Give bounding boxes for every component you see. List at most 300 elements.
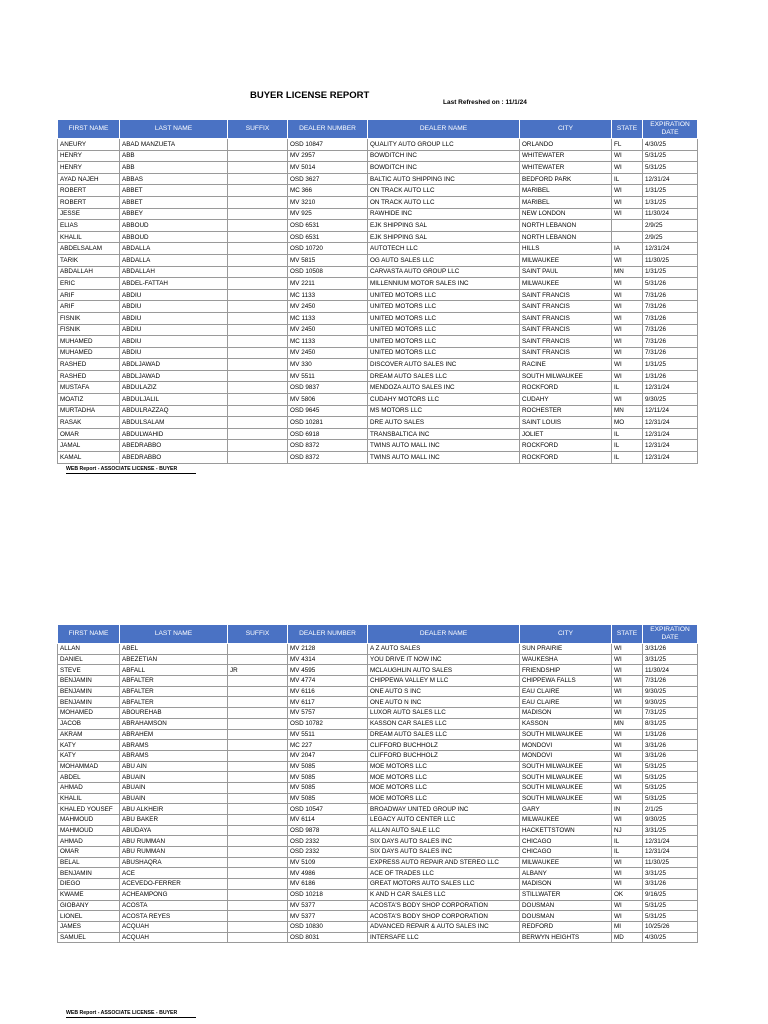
table-row [58, 440, 698, 452]
column-header-suffix: SUFFIX [228, 120, 288, 139]
cell-dealer-name: DRE AUTO SALES [368, 417, 520, 429]
cell-dealer-name: TRANSBALTICA INC [368, 428, 520, 440]
cell-dealer-number: MV 5377 [288, 900, 368, 911]
cell-first-name: FISNIK [58, 312, 120, 324]
table-row [58, 220, 698, 232]
cell-suffix [228, 382, 288, 394]
cell-last-name: ABBOUD [120, 231, 228, 243]
cell-city: SAINT FRANCIS [520, 324, 612, 336]
cell-city: ROCHESTER [520, 405, 612, 417]
cell-suffix [228, 336, 288, 348]
cell-last-name: ABB [120, 162, 228, 174]
cell-expiration-date: 11/30/24 [643, 208, 698, 220]
cell-suffix [228, 196, 288, 208]
cell-city: ALBANY [520, 868, 612, 879]
table-row [58, 185, 698, 197]
buyer-license-table-2 [57, 624, 698, 943]
cell-dealer-name: CLIFFORD BUCHHOLZ [368, 740, 520, 751]
cell-first-name: STEVE [58, 665, 120, 676]
cell-dealer-number: MV 5511 [288, 729, 368, 740]
cell-first-name: HENRY [58, 150, 120, 162]
cell-state: FL [612, 139, 643, 151]
cell-first-name: BELAL [58, 857, 120, 868]
cell-expiration-date: 1/31/25 [643, 196, 698, 208]
cell-dealer-name: ACE OF TRADES LLC [368, 868, 520, 879]
cell-first-name: MAHMOUD [58, 825, 120, 836]
cell-expiration-date: 7/31/26 [643, 676, 698, 687]
cell-state: IL [612, 382, 643, 394]
cell-expiration-date: 3/31/26 [643, 879, 698, 890]
cell-city: MILWAUKEE [520, 857, 612, 868]
table-row [58, 793, 698, 804]
cell-first-name: ALLAN [58, 644, 120, 655]
cell-city: RACINE [520, 359, 612, 371]
cell-expiration-date: 12/31/24 [643, 428, 698, 440]
table-row [58, 452, 698, 464]
cell-city: SOUTH MILWAUKEE [520, 793, 612, 804]
cell-state: WI [612, 654, 643, 665]
cell-last-name: ABBEY [120, 208, 228, 220]
cell-city: DOUSMAN [520, 911, 612, 922]
cell-expiration-date: 7/31/26 [643, 336, 698, 348]
cell-city: SOUTH MILWAUKEE [520, 782, 612, 793]
cell-city: MADISON [520, 879, 612, 890]
cell-last-name: ABRAHAMSON [120, 718, 228, 729]
cell-city: MILWAUKEE [520, 815, 612, 826]
cell-suffix [228, 359, 288, 371]
cell-expiration-date: 9/16/25 [643, 889, 698, 900]
cell-dealer-name: MCLAUGHLIN AUTO SALES [368, 665, 520, 676]
table-row [58, 847, 698, 858]
table-row [58, 750, 698, 761]
last-refreshed-text: Last Refreshed on : 11/1/24 [443, 99, 527, 106]
cell-dealer-name: EXPRESS AUTO REPAIR AND STEREO LLC [368, 857, 520, 868]
cell-first-name: KHALIL [58, 793, 120, 804]
table-row [58, 729, 698, 740]
cell-first-name: GIOBANY [58, 900, 120, 911]
cell-suffix [228, 815, 288, 826]
cell-state: WI [612, 911, 643, 922]
cell-dealer-name: EJK SHIPPING SAL [368, 220, 520, 232]
cell-dealer-name: UNITED MOTORS LLC [368, 347, 520, 359]
table-row [58, 417, 698, 429]
cell-expiration-date: 7/31/26 [643, 312, 698, 324]
cell-suffix [228, 312, 288, 324]
cell-first-name: MUSTAFA [58, 382, 120, 394]
cell-first-name: BENJAMIN [58, 686, 120, 697]
cell-first-name: RASHED [58, 370, 120, 382]
cell-state: WI [612, 324, 643, 336]
cell-expiration-date: 3/31/25 [643, 868, 698, 879]
cell-dealer-number: MV 2450 [288, 301, 368, 313]
table-row [58, 405, 698, 417]
cell-suffix [228, 440, 288, 452]
table-row [58, 139, 698, 151]
cell-expiration-date: 3/31/26 [643, 644, 698, 655]
cell-dealer-number: MV 5806 [288, 394, 368, 406]
cell-state: WI [612, 697, 643, 708]
cell-city: SAINT FRANCIS [520, 347, 612, 359]
cell-expiration-date: 12/31/24 [643, 417, 698, 429]
cell-last-name: ABU AIN [120, 761, 228, 772]
cell-city: SAINT FRANCIS [520, 289, 612, 301]
cell-last-name: ABU ALKHEIR [120, 804, 228, 815]
cell-suffix [228, 697, 288, 708]
cell-state: WI [612, 150, 643, 162]
cell-dealer-number: MV 5085 [288, 761, 368, 772]
cell-last-name: ABDLJAWAD [120, 359, 228, 371]
cell-dealer-number: MV 4314 [288, 654, 368, 665]
cell-last-name: ACOSTA REYES [120, 911, 228, 922]
cell-state: WI [612, 278, 643, 290]
cell-city: BERWYN HEIGHTS [520, 932, 612, 943]
column-header-expiration-date: EXPIRATION DATE [643, 625, 698, 644]
cell-last-name: ABDALLA [120, 254, 228, 266]
cell-last-name: ABEDRABBO [120, 440, 228, 452]
cell-city: HILLS [520, 243, 612, 255]
cell-expiration-date: 12/31/24 [643, 440, 698, 452]
cell-first-name: AHMAD [58, 782, 120, 793]
table-row [58, 254, 698, 266]
cell-expiration-date: 12/31/24 [643, 847, 698, 858]
cell-dealer-name: YOU DRIVE IT NOW INC [368, 654, 520, 665]
cell-city: SAINT LOUIS [520, 417, 612, 429]
cell-state: MN [612, 718, 643, 729]
cell-dealer-number: OSD 10830 [288, 921, 368, 932]
cell-first-name: RASAK [58, 417, 120, 429]
table-row [58, 312, 698, 324]
cell-suffix [228, 740, 288, 751]
cell-first-name: HENRY [58, 162, 120, 174]
cell-first-name: AKRAM [58, 729, 120, 740]
cell-expiration-date: 5/31/25 [643, 900, 698, 911]
cell-suffix [228, 804, 288, 815]
table-row [58, 324, 698, 336]
cell-city: SAINT PAUL [520, 266, 612, 278]
table-row [58, 804, 698, 815]
column-header-suffix: SUFFIX [228, 625, 288, 644]
cell-dealer-number: OSD 6918 [288, 428, 368, 440]
cell-state: WI [612, 676, 643, 687]
cell-last-name: ABU RUMMAN [120, 836, 228, 847]
cell-expiration-date: 5/31/25 [643, 150, 698, 162]
cell-last-name: ABUAIN [120, 772, 228, 783]
cell-city: SOUTH MILWAUKEE [520, 370, 612, 382]
cell-last-name: ABRAHEM [120, 729, 228, 740]
cell-expiration-date: 12/11/24 [643, 405, 698, 417]
cell-city: CHIPPEWA FALLS [520, 676, 612, 687]
cell-last-name: ACOSTA [120, 900, 228, 911]
cell-dealer-number: OSD 10782 [288, 718, 368, 729]
cell-first-name: BENJAMIN [58, 868, 120, 879]
cell-city: FRIENDSHIP [520, 665, 612, 676]
cell-expiration-date: 7/31/26 [643, 289, 698, 301]
cell-dealer-name: MOE MOTORS LLC [368, 772, 520, 783]
cell-suffix [228, 868, 288, 879]
cell-expiration-date: 7/31/26 [643, 324, 698, 336]
cell-suffix [228, 301, 288, 313]
buyer-license-table-1 [57, 119, 698, 464]
cell-suffix [228, 718, 288, 729]
cell-dealer-number: MC 1133 [288, 336, 368, 348]
cell-state: IA [612, 243, 643, 255]
column-header-first-name: FIRST NAME [58, 625, 120, 644]
cell-suffix [228, 921, 288, 932]
cell-suffix [228, 394, 288, 406]
cell-city: MONDOVI [520, 750, 612, 761]
cell-last-name: ACQUAH [120, 932, 228, 943]
cell-dealer-name: ACOSTA'S BODY SHOP CORPORATION [368, 911, 520, 922]
cell-dealer-name: UNITED MOTORS LLC [368, 289, 520, 301]
cell-city: SOUTH MILWAUKEE [520, 729, 612, 740]
cell-first-name: OMAR [58, 847, 120, 858]
cell-dealer-number: MV 5511 [288, 370, 368, 382]
cell-first-name: ELIAS [58, 220, 120, 232]
cell-first-name: KWAME [58, 889, 120, 900]
cell-state: WI [612, 793, 643, 804]
table-row [58, 676, 698, 687]
cell-expiration-date: 1/31/25 [643, 185, 698, 197]
column-header-dealer-name: DEALER NAME [368, 120, 520, 139]
cell-last-name: ABDALLAH [120, 266, 228, 278]
cell-suffix [228, 185, 288, 197]
cell-dealer-name: LUXOR AUTO SALES LLC [368, 708, 520, 719]
cell-suffix: JR [228, 665, 288, 676]
cell-dealer-number: MV 5757 [288, 708, 368, 719]
cell-state: IL [612, 847, 643, 858]
cell-city: NORTH LEBANON [520, 231, 612, 243]
cell-expiration-date: 5/31/25 [643, 772, 698, 783]
cell-last-name: ABBET [120, 196, 228, 208]
cell-dealer-number: MV 2047 [288, 750, 368, 761]
cell-dealer-number: OSD 10847 [288, 139, 368, 151]
cell-city: GARY [520, 804, 612, 815]
cell-state: WI [612, 394, 643, 406]
cell-state: WI [612, 162, 643, 174]
cell-state: MO [612, 417, 643, 429]
cell-state: WI [612, 644, 643, 655]
table-row [58, 825, 698, 836]
cell-dealer-number: MC 227 [288, 740, 368, 751]
cell-first-name: DIEGO [58, 879, 120, 890]
cell-dealer-name: MILLENNIUM MOTOR SALES INC [368, 278, 520, 290]
table-body [58, 139, 698, 464]
cell-last-name: ABDALLA [120, 243, 228, 255]
cell-city: JOLIET [520, 428, 612, 440]
cell-city: ROCKFORD [520, 440, 612, 452]
cell-first-name: MOATIZ [58, 394, 120, 406]
cell-state: WI [612, 761, 643, 772]
cell-dealer-name: AUTOTECH LLC [368, 243, 520, 255]
cell-dealer-number: MV 2128 [288, 644, 368, 655]
cell-city: HACKETTSTOWN [520, 825, 612, 836]
cell-first-name: BENJAMIN [58, 697, 120, 708]
cell-state: WI [612, 782, 643, 793]
cell-dealer-number: OSD 10547 [288, 804, 368, 815]
cell-state: WI [612, 208, 643, 220]
cell-state: WI [612, 686, 643, 697]
cell-expiration-date: 4/30/25 [643, 139, 698, 151]
cell-expiration-date: 1/31/25 [643, 266, 698, 278]
table-header-row [58, 120, 698, 139]
cell-last-name: ABDIU [120, 289, 228, 301]
cell-dealer-number: MV 330 [288, 359, 368, 371]
cell-city: SOUTH MILWAUKEE [520, 761, 612, 772]
column-header-state: STATE [612, 120, 643, 139]
cell-dealer-number: OSD 9878 [288, 825, 368, 836]
cell-last-name: ABDLJAWAD [120, 370, 228, 382]
table-row [58, 301, 698, 313]
cell-city: SUN PRAIRIE [520, 644, 612, 655]
cell-dealer-name: SIX DAYS AUTO SALES INC [368, 847, 520, 858]
table-row [58, 289, 698, 301]
table-row [58, 644, 698, 655]
cell-suffix [228, 708, 288, 719]
report-footer: WEB Report - ASSOCIATE LICENSE - BUYER [66, 1010, 196, 1018]
cell-last-name: ABFALTER [120, 697, 228, 708]
cell-dealer-number: MV 4986 [288, 868, 368, 879]
cell-suffix [228, 889, 288, 900]
cell-state: WI [612, 185, 643, 197]
cell-state: IL [612, 452, 643, 464]
cell-dealer-name: CLIFFORD BUCHHOLZ [368, 750, 520, 761]
cell-last-name: ACEVEDO-FERRER [120, 879, 228, 890]
cell-dealer-name: BOWDITCH INC [368, 162, 520, 174]
cell-expiration-date: 10/25/26 [643, 921, 698, 932]
cell-last-name: ABDULWAHID [120, 428, 228, 440]
cell-city: SOUTH MILWAUKEE [520, 772, 612, 783]
cell-suffix [228, 162, 288, 174]
cell-state: WI [612, 868, 643, 879]
table-row [58, 243, 698, 255]
cell-first-name: ROBERT [58, 185, 120, 197]
cell-first-name: KATY [58, 750, 120, 761]
cell-dealer-name: TWINS AUTO MALL INC [368, 440, 520, 452]
cell-suffix [228, 243, 288, 255]
table-row [58, 394, 698, 406]
table-row [58, 162, 698, 174]
cell-state: WI [612, 196, 643, 208]
cell-last-name: ABU BAKER [120, 815, 228, 826]
cell-expiration-date: 1/31/26 [643, 729, 698, 740]
table-row [58, 196, 698, 208]
cell-suffix [228, 254, 288, 266]
cell-last-name: ABDULAZIZ [120, 382, 228, 394]
cell-state: WI [612, 312, 643, 324]
cell-first-name: BENJAMIN [58, 676, 120, 687]
cell-city: WHITEWATER [520, 162, 612, 174]
column-header-dealer-number: DEALER NUMBER [288, 625, 368, 644]
cell-suffix [228, 289, 288, 301]
cell-last-name: ABRAMS [120, 750, 228, 761]
table-row [58, 697, 698, 708]
cell-dealer-number: MV 6117 [288, 697, 368, 708]
cell-dealer-name: RAWHIDE INC [368, 208, 520, 220]
cell-first-name: MUHAMED [58, 347, 120, 359]
cell-expiration-date: 11/30/25 [643, 857, 698, 868]
cell-dealer-name: ADVANCED REPAIR & AUTO SALES INC [368, 921, 520, 932]
cell-suffix [228, 324, 288, 336]
cell-expiration-date: 4/30/25 [643, 932, 698, 943]
cell-dealer-number: OSD 9645 [288, 405, 368, 417]
cell-last-name: ABEL [120, 644, 228, 655]
cell-suffix [228, 654, 288, 665]
cell-expiration-date: 7/31/25 [643, 708, 698, 719]
cell-dealer-number: MV 2211 [288, 278, 368, 290]
cell-first-name: RASHED [58, 359, 120, 371]
cell-state: WI [612, 301, 643, 313]
cell-dealer-number: OSD 10508 [288, 266, 368, 278]
cell-dealer-name: BROADWAY UNITED GROUP INC [368, 804, 520, 815]
table-row [58, 815, 698, 826]
cell-last-name: ABAD MANZUETA [120, 139, 228, 151]
cell-state: WI [612, 359, 643, 371]
cell-dealer-name: MS MOTORS LLC [368, 405, 520, 417]
table-row [58, 782, 698, 793]
cell-state: WI [612, 665, 643, 676]
cell-dealer-number: OSD 10281 [288, 417, 368, 429]
cell-expiration-date: 12/31/24 [643, 173, 698, 185]
cell-dealer-name: ACOSTA'S BODY SHOP CORPORATION [368, 900, 520, 911]
table-header-row [58, 625, 698, 644]
table-row [58, 370, 698, 382]
cell-last-name: ABUAIN [120, 782, 228, 793]
cell-last-name: ABBET [120, 185, 228, 197]
table-row [58, 173, 698, 185]
cell-dealer-name: MOE MOTORS LLC [368, 761, 520, 772]
cell-dealer-name: ON TRACK AUTO LLC [368, 185, 520, 197]
cell-first-name: DANIEL [58, 654, 120, 665]
cell-dealer-name: GREAT MOTORS AUTO SALES LLC [368, 879, 520, 890]
cell-dealer-number: OSD 8372 [288, 440, 368, 452]
cell-expiration-date: 3/31/25 [643, 825, 698, 836]
cell-suffix [228, 793, 288, 804]
cell-last-name: ABDIU [120, 336, 228, 348]
cell-dealer-number: MC 1133 [288, 312, 368, 324]
cell-first-name: MOHAMMAD [58, 761, 120, 772]
cell-state: WI [612, 336, 643, 348]
table-row [58, 278, 698, 290]
cell-suffix [228, 150, 288, 162]
cell-city: CUDAHY [520, 394, 612, 406]
table-row [58, 428, 698, 440]
cell-expiration-date: 5/31/25 [643, 761, 698, 772]
cell-dealer-number: MV 4595 [288, 665, 368, 676]
column-header-last-name: LAST NAME [120, 625, 228, 644]
column-header-last-name: LAST NAME [120, 120, 228, 139]
cell-first-name: ABDELSALAM [58, 243, 120, 255]
cell-expiration-date: 5/31/26 [643, 278, 698, 290]
cell-expiration-date: 5/31/25 [643, 911, 698, 922]
cell-last-name: ABFALTER [120, 676, 228, 687]
cell-state: MI [612, 921, 643, 932]
table-row [58, 686, 698, 697]
cell-last-name: ABBAS [120, 173, 228, 185]
cell-city: WAUKESHA [520, 654, 612, 665]
cell-suffix [228, 879, 288, 890]
cell-city: EAU CLAIRE [520, 697, 612, 708]
column-header-state: STATE [612, 625, 643, 644]
cell-state: WI [612, 879, 643, 890]
table-row [58, 836, 698, 847]
cell-suffix [228, 729, 288, 740]
cell-city: KASSON [520, 718, 612, 729]
cell-state: WI [612, 772, 643, 783]
cell-city: BEDFORD PARK [520, 173, 612, 185]
cell-dealer-name: UNITED MOTORS LLC [368, 336, 520, 348]
cell-dealer-name: UNITED MOTORS LLC [368, 301, 520, 313]
cell-city: WHITEWATER [520, 150, 612, 162]
